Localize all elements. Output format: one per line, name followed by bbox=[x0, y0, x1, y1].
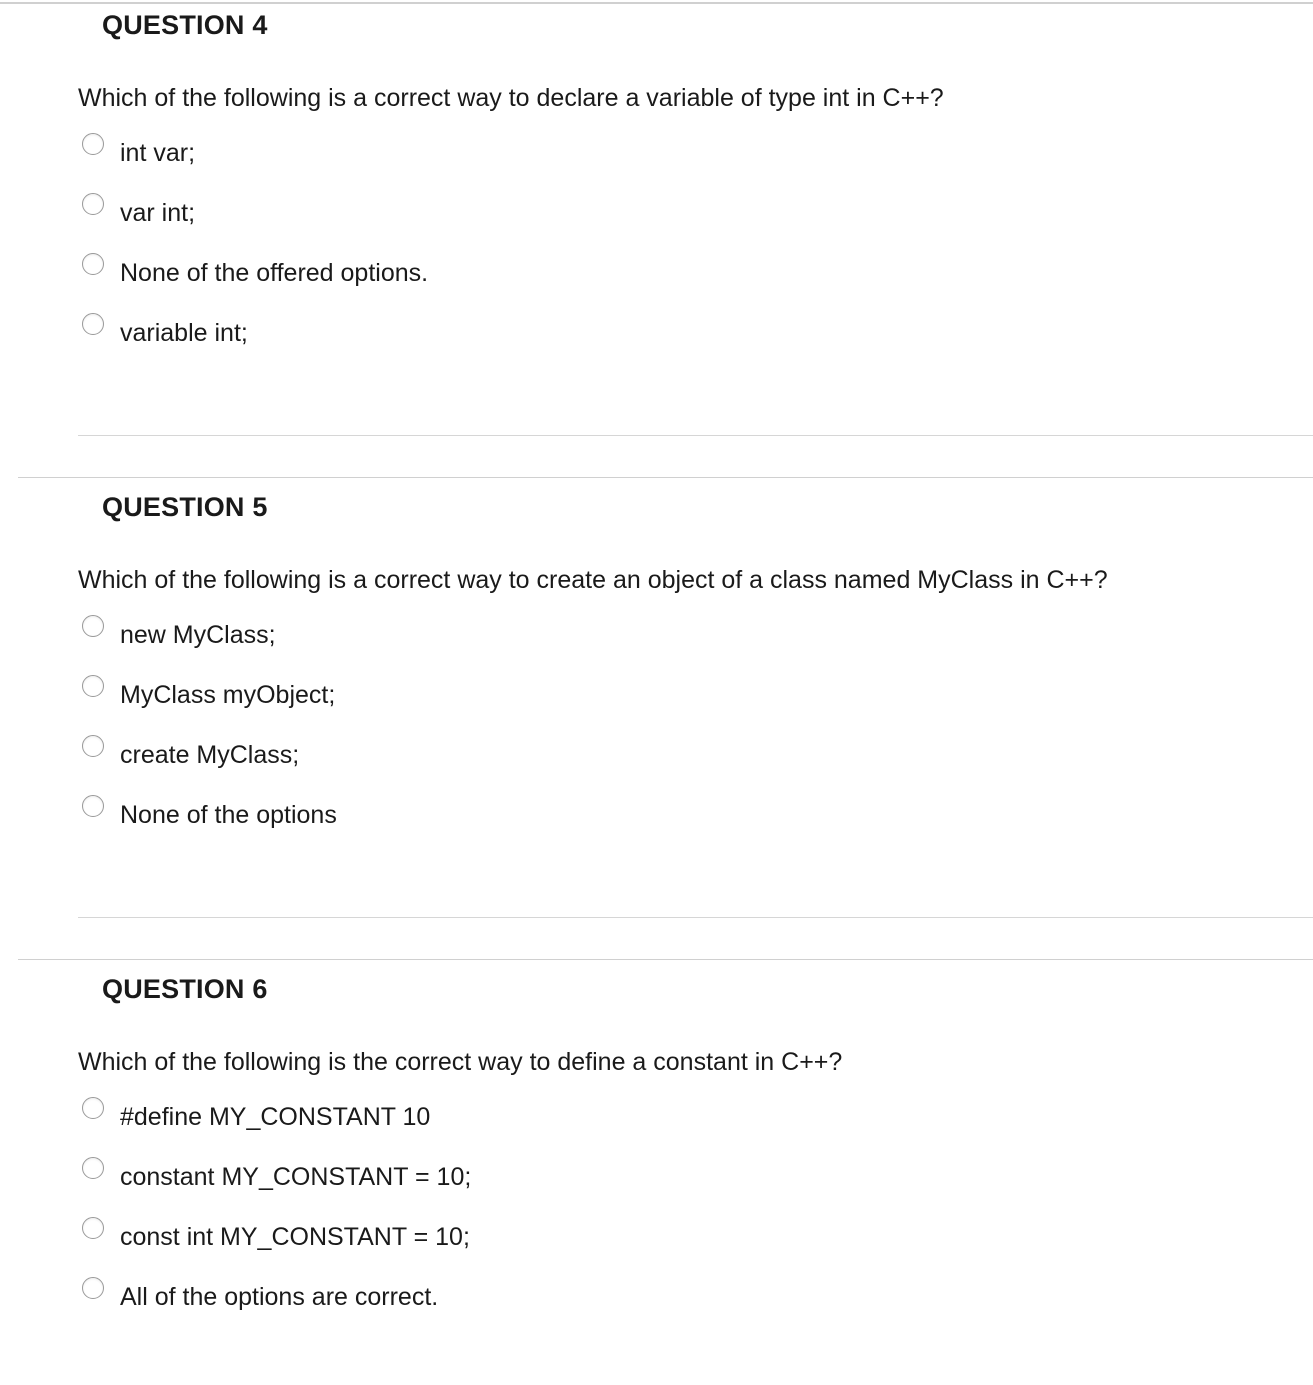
option-label[interactable]: constant MY_CONSTANT = 10; bbox=[120, 1163, 472, 1191]
radio-button[interactable] bbox=[82, 133, 104, 155]
question-5-heading: QUESTION 5 bbox=[102, 492, 268, 522]
option-label[interactable]: new MyClass; bbox=[120, 621, 276, 649]
question-4-option-2[interactable] bbox=[82, 193, 982, 233]
radio-button[interactable] bbox=[82, 1277, 104, 1299]
radio-button[interactable] bbox=[82, 1157, 104, 1179]
question-4-text: Which of the following is a correct way to declare a variable of type int in C++? bbox=[78, 84, 944, 112]
question-separator bbox=[18, 959, 1313, 960]
option-label[interactable]: variable int; bbox=[120, 319, 248, 347]
radio-button[interactable] bbox=[82, 313, 104, 335]
radio-button[interactable] bbox=[82, 675, 104, 697]
question-6-text: Which of the following is the correct way to define a constant in C++? bbox=[78, 1048, 843, 1076]
question-6-option-1[interactable] bbox=[82, 1097, 982, 1137]
question-separator bbox=[18, 477, 1313, 478]
option-label[interactable]: MyClass myObject; bbox=[120, 681, 336, 709]
option-label[interactable]: #define MY_CONSTANT 10 bbox=[120, 1103, 431, 1131]
radio-button[interactable] bbox=[82, 735, 104, 757]
option-label[interactable]: var int; bbox=[120, 199, 196, 227]
option-label[interactable]: All of the options are correct. bbox=[120, 1283, 439, 1311]
option-label[interactable]: None of the offered options. bbox=[120, 259, 429, 287]
question-6-option-3[interactable] bbox=[82, 1217, 982, 1257]
option-label[interactable]: const int MY_CONSTANT = 10; bbox=[120, 1223, 470, 1251]
radio-button[interactable] bbox=[82, 1097, 104, 1119]
question-5-bottom-divider bbox=[78, 917, 1313, 918]
question-4-heading: QUESTION 4 bbox=[102, 10, 268, 40]
option-label[interactable]: create MyClass; bbox=[120, 741, 300, 769]
radio-button[interactable] bbox=[82, 253, 104, 275]
radio-button[interactable] bbox=[82, 615, 104, 637]
question-5-text: Which of the following is a correct way to create an object of a class named MyClass in C++? bbox=[78, 566, 1108, 594]
radio-button[interactable] bbox=[82, 795, 104, 817]
question-5-option-1[interactable] bbox=[82, 615, 982, 655]
radio-button[interactable] bbox=[82, 1217, 104, 1239]
question-6-option-2[interactable] bbox=[82, 1157, 982, 1197]
top-divider bbox=[0, 2, 1313, 4]
question-6-option-4[interactable] bbox=[82, 1277, 982, 1317]
question-4-option-3[interactable] bbox=[82, 253, 982, 293]
radio-button[interactable] bbox=[82, 193, 104, 215]
question-5-option-3[interactable] bbox=[82, 735, 982, 775]
option-label[interactable]: None of the options bbox=[120, 801, 337, 829]
question-5-option-2[interactable] bbox=[82, 675, 982, 715]
question-4-option-1[interactable] bbox=[82, 133, 982, 173]
question-6-heading: QUESTION 6 bbox=[102, 974, 268, 1004]
option-label[interactable]: int var; bbox=[120, 139, 196, 167]
question-5-option-4[interactable] bbox=[82, 795, 982, 835]
question-4-bottom-divider bbox=[78, 435, 1313, 436]
question-4-option-4[interactable] bbox=[82, 313, 982, 353]
